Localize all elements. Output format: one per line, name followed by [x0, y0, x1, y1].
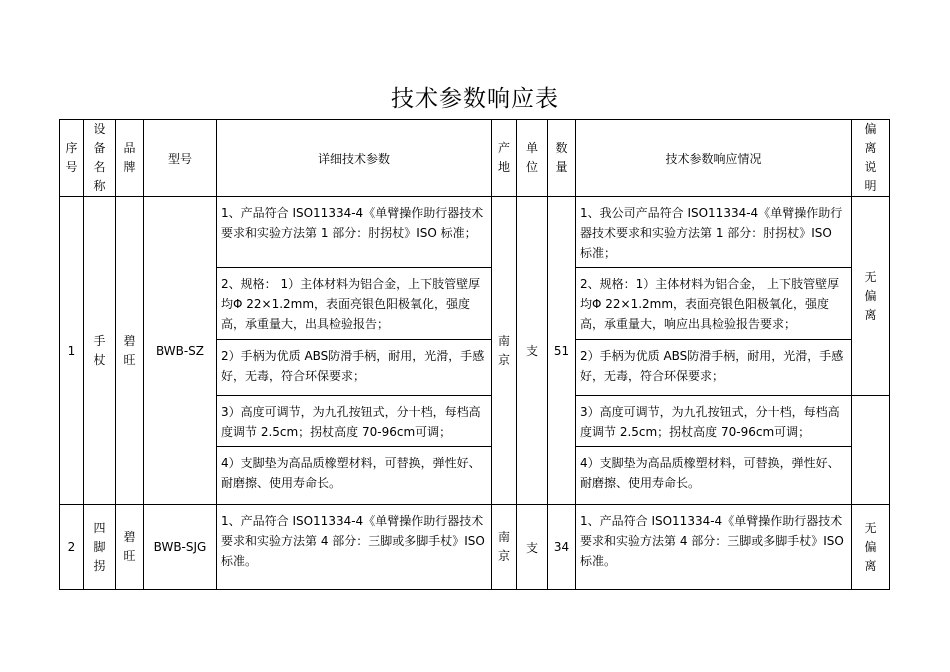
table-row	[60, 197, 890, 268]
row-brand: 碧 旺	[116, 505, 144, 590]
header-no: 序 号	[60, 120, 84, 197]
row-param: 1、产品符合 ISO11334-4《单臂操作助行器技术要求和实验方法第 1 部分：肘拐杖》ISO 标准；	[217, 197, 492, 268]
row-unit: 支	[517, 197, 548, 505]
header-response: 技术参数响应情况	[576, 120, 852, 197]
header-unit: 单 位	[517, 120, 548, 197]
row-model: BWB-SJG	[144, 505, 217, 590]
row-name: 手 杖	[84, 197, 116, 505]
header-qty: 数 量	[548, 120, 576, 197]
page-title: 技术参数响应表	[391, 86, 559, 112]
row-response: 2）手柄为优质 ABS防滑手柄，耐用，光滑，手感好，无毒，符合环保要求；	[576, 340, 852, 396]
header-brand: 品 牌	[116, 120, 144, 197]
header-deviation: 偏 离 说 明	[852, 120, 890, 197]
row-param: 1、产品符合 ISO11334-4《单臂操作助行器技术要求和实验方法第 4 部分：三脚或多脚手杖》ISO标准。	[217, 505, 492, 590]
row-deviation-blank	[852, 396, 890, 505]
row-unit: 支	[517, 505, 548, 590]
row-model: BWB-SZ	[144, 197, 217, 505]
header-row	[60, 120, 890, 197]
header-model: 型号	[144, 120, 217, 197]
tech-params-table	[59, 119, 890, 590]
row-qty: 51	[548, 197, 576, 505]
header-params: 详细技术参数	[217, 120, 492, 197]
row-response: 2、规格：1）主体材料为铝合金， 上下肢管壁厚均Φ 22×1.2mm，表面亮银色阳极氧化，强度高，承重量大，响应出具检验报告要求；	[576, 268, 852, 340]
row-param: 2）手柄为优质 ABS防滑手柄，耐用，光滑，手感好，无毒，符合环保要求；	[217, 340, 492, 396]
table-row	[60, 505, 890, 590]
row-response: 1、我公司产品符合 ISO11334-4《单臂操作助行器技术要求和实验方法第 1 部分：肘拐杖》ISO 标准；	[576, 197, 852, 268]
row-origin: 南 京	[492, 505, 517, 590]
row-response: 3）高度可调节，为九孔按钮式，分十档，每档高度调节 2.5cm；拐杖高度 70-96cm可调；	[576, 396, 852, 447]
row-name: 四 脚 拐	[84, 505, 116, 590]
row-no: 1	[60, 197, 84, 505]
row-param: 3）高度可调节，为九孔按钮式，分十档，每档高度调节 2.5cm；拐杖高度 70-96cm可调；	[217, 396, 492, 447]
header-name: 设 备 名 称	[84, 120, 116, 197]
row-param: 2、规格： 1）主体材料为铝合金，上下肢管壁厚均Φ 22×1.2mm，表面亮银色阳极氧化，强度高，承重量大，出具检验报告；	[217, 268, 492, 340]
row-deviation: 无 偏 离	[852, 505, 890, 590]
row-deviation: 无 偏 离	[852, 197, 890, 396]
row-no: 2	[60, 505, 84, 590]
row-qty: 34	[548, 505, 576, 590]
row-origin: 南 京	[492, 197, 517, 505]
row-brand: 碧 旺	[116, 197, 144, 505]
row-response: 4）支脚垫为高品质橡塑材料，可替换，弹性好、耐磨擦、使用寿命长。	[576, 447, 852, 505]
header-origin: 产 地	[492, 120, 517, 197]
row-param: 4）支脚垫为高品质橡塑材料，可替换，弹性好、耐磨擦、使用寿命长。	[217, 447, 492, 505]
row-response: 1、产品符合 ISO11334-4《单臂操作助行器技术要求和实验方法第 4 部分：三脚或多脚手杖》ISO 标准。	[576, 505, 852, 590]
